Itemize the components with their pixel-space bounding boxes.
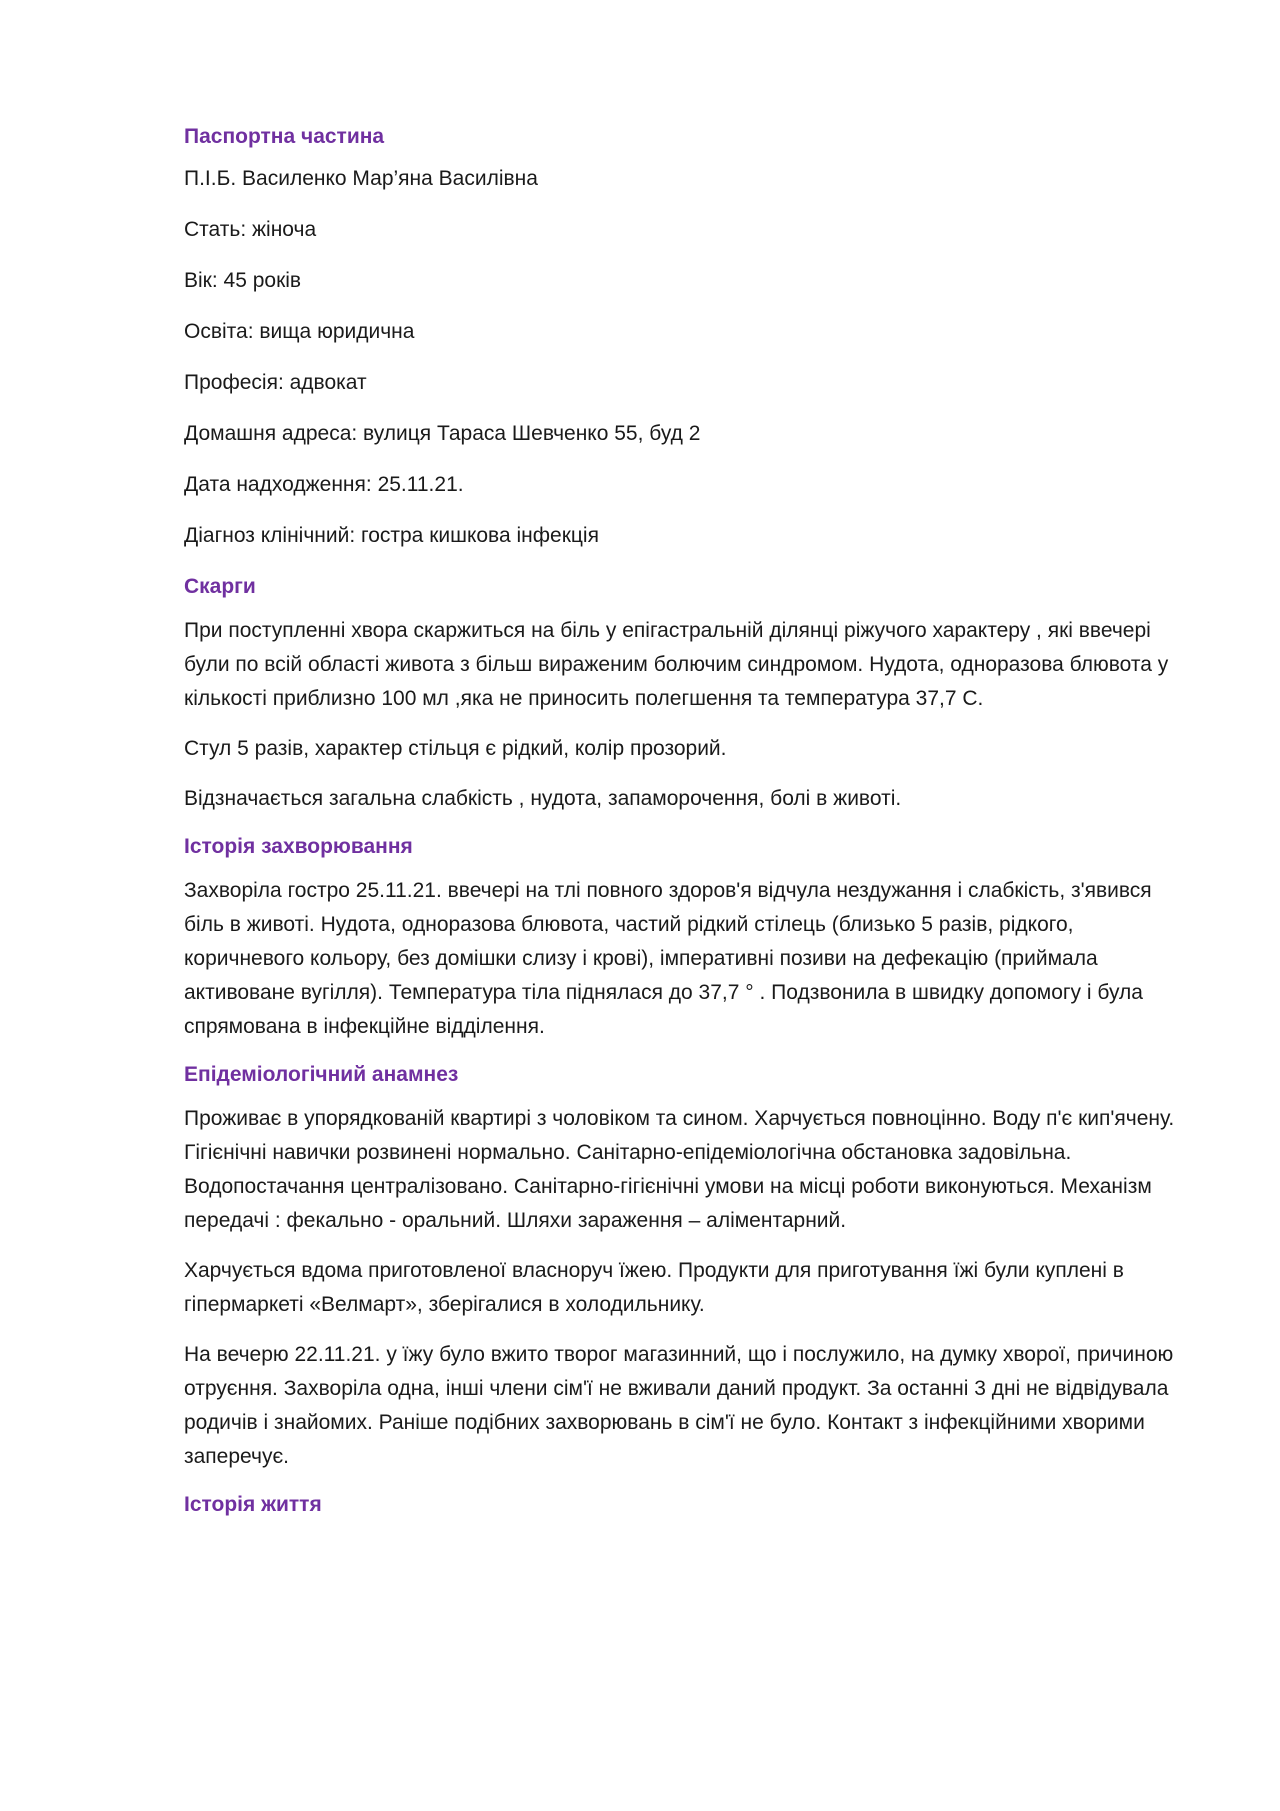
field-address: Домашня адреса: вулиця Тараса Шевченко 55, буд 2 (184, 422, 701, 445)
field-diagnosis: Діагноз клінічний: гостра кишкова інфекція (184, 524, 599, 547)
disease-history-paragraph: Захворіла гостро 25.11.21. ввечері на тлі повного здоров'я відчула нездужання і слабкість, з'явився біль в животі. Нудота, одноразова блювота, частий рідкий стілець (близько 5 разів, рідкого, коричневого кольору, без домішки слизу і крові), імперативні позиви на дефекацію (приймала активоване вугілля). Температура тіла піднялася до 37,7 ° . Подзвонила в швидку допомогу і була спрямована в інфекційне відділення. (184, 879, 1152, 1038)
epidemiology-paragraph-3: На вечерю 22.11.21. у їжу було вжито творог магазинний, що і послужило, на думку хворої, причиною отруєння. Захворіла одна, інші члени сім'ї не вживали даний продукт. За останні 3 дні не відвідувала родичів і знайомих. Раніше подібних захворювань в сім'ї не було. Контакт з інфекційними хворими заперечує. (184, 1343, 1174, 1468)
epidemiology-paragraph-2: Харчується вдома приготовленої власноруч їжею. Продукти для приготування їжі були куплені в гіпермаркеті «Велмарт», зберігалися в холодильнику. (184, 1259, 1124, 1316)
heading-disease-history: Історія захворювання (184, 835, 413, 858)
field-age: Вік: 45 років (184, 269, 302, 292)
heading-passport: Паспортна частина (184, 125, 385, 148)
heading-complaints: Скарги (184, 575, 256, 598)
field-profession: Професія: адвокат (184, 371, 367, 394)
field-name: П.І.Б. Василенко Мар’яна Василівна (184, 167, 538, 190)
field-sex: Стать: жіноча (184, 218, 317, 241)
complaints-paragraph-2: Стул 5 разів, характер стільця є рідкий, колір прозорий. (184, 737, 727, 760)
heading-life-history: Історія життя (184, 1493, 322, 1516)
field-admission-date: Дата надходження: 25.11.21. (184, 473, 464, 496)
complaints-paragraph-1: При поступленні хвора скаржиться на біль у епігастральній ділянці ріжучого характеру , які ввечері були по всій області живота з більш вираженим болючим синдромом. Нудота, одноразова блювота у кількості приблизно 100 мл ,яка не приносить полегшення та температура 37,7 С. (184, 619, 1169, 710)
complaints-paragraph-3: Відзначається загальна слабкість , нудота, запаморочення, болі в животі. (184, 787, 902, 810)
epidemiology-paragraph-1: Проживає в упорядкованій квартирі з чоловіком та сином. Харчується повноцінно. Воду п'є кип'ячену. Гігієнічні навички розвинені нормально. Санітарно-епідеміологічна обстановка задовільна. Водопостачання централізовано. Санітарно-гігієнічні умови на місці роботи виконуються. Механізм передачі : фекально - оральний. Шляхи зараження – аліментарний. (184, 1107, 1175, 1232)
heading-epidemiology: Епідеміологічний анамнез (184, 1063, 459, 1086)
field-education: Освіта: вища юридична (184, 320, 415, 343)
